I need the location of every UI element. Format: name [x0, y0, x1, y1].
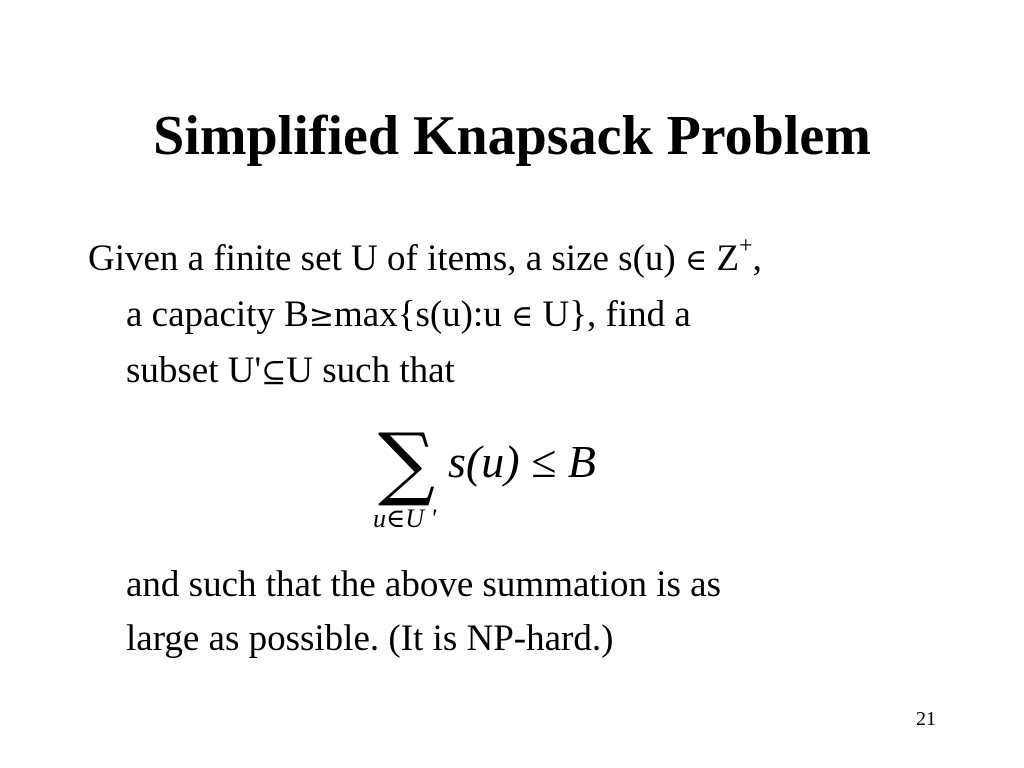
greater-equal-symbol: ≥: [308, 299, 334, 334]
line2-text-2: max{s(u):u: [334, 294, 512, 335]
line1-text: Given a finite set U of items, a size s(u): [88, 238, 685, 279]
subset-symbol: ⊆: [261, 355, 287, 390]
summation-expression: s(u) ≤ B: [448, 436, 596, 487]
sigma-symbol: ∑: [378, 416, 436, 509]
definition-line-3: [88, 344, 762, 400]
objective-text: [126, 558, 721, 666]
positive-superscript: +: [739, 232, 753, 259]
summation-subscript: u∈U ': [373, 504, 437, 533]
objective-line-1: and such that the above summation is as: [126, 564, 721, 605]
element-of-symbol: ∈: [684, 243, 708, 278]
definition-line-1: [88, 232, 762, 288]
element-of-symbol: ∈: [511, 299, 534, 334]
summation-formula: [370, 418, 650, 538]
definition-line-2: [88, 288, 762, 344]
line2-text-3: U}, find a: [533, 294, 691, 335]
line3-text-1: subset U': [126, 350, 262, 391]
objective-line-2: large as possible. (It is NP-hard.): [126, 618, 614, 659]
line1-end: ,: [752, 238, 762, 279]
integer-set: Z: [707, 238, 740, 279]
line3-text-2: U such that: [286, 350, 455, 391]
problem-definition: [88, 232, 762, 400]
slide-title: Simplified Knapsack Problem: [153, 105, 871, 167]
line2-text-1: a capacity B: [126, 294, 309, 335]
page-number: 21: [916, 708, 936, 730]
